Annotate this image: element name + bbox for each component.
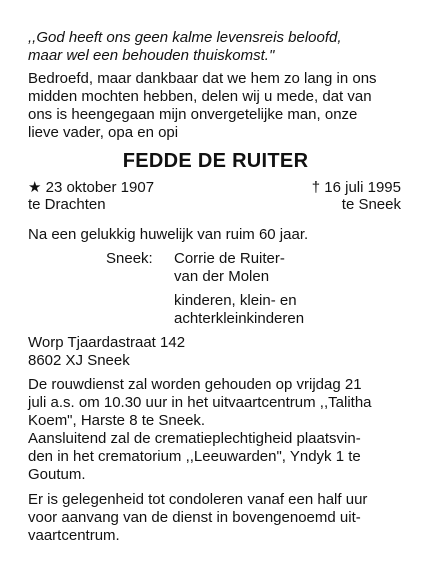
birth-place: te Drachten xyxy=(28,196,106,213)
condolence-line-3: vaartcentrum. xyxy=(28,527,120,544)
marriage-line: Na een gelukkig huwelijk van ruim 60 jaar. xyxy=(28,226,309,243)
intro-line-2: midden mochten hebben, delen wij u mede, dat van xyxy=(28,88,372,105)
service-line-5: den in het crematorium ,,Leeuwarden", Yndyk 1 te xyxy=(28,448,361,465)
service-line-6: Goutum. xyxy=(28,466,86,483)
birth-date: ★ 23 oktober 1907 xyxy=(28,179,155,196)
quote-line-1: ,,God heeft ons geen kalme levensreis beloofd, xyxy=(28,29,342,46)
intro-line-3: ons is heengegaan mijn onvergetelijke man, onze xyxy=(28,106,358,123)
children-line-2: achterkleinkinderen xyxy=(174,310,305,327)
intro-line-4: lieve vader, opa en opi xyxy=(28,124,179,141)
deceased-name: FEDDE DE RUITER xyxy=(122,150,309,172)
intro-line-1: Bedroefd, maar dankbaar dat we hem zo lang in ons xyxy=(28,70,377,87)
service-line-2: juli a.s. om 10.30 uur in het uitvaartcentrum ,,Talitha xyxy=(28,394,372,411)
address-street: Worp Tjaardastraat 142 xyxy=(28,334,186,351)
family-city: Sneek: xyxy=(106,250,153,267)
service-line-1: De rouwdienst zal worden gehouden op vrijdag 21 xyxy=(28,376,362,393)
condolence-line-2: voor aanvang van de dienst in bovengenoemd uit- xyxy=(28,509,361,526)
condolence-line-1: Er is gelegenheid tot condoleren vanaf een half uur xyxy=(28,491,368,508)
quote-line-2: maar wel een behouden thuiskomst." xyxy=(28,47,275,64)
death-place: te Sneek xyxy=(341,196,401,213)
address-postal: 8602 XJ Sneek xyxy=(28,352,130,369)
widow-line-1: Corrie de Ruiter- xyxy=(174,250,285,267)
widow-line-2: van der Molen xyxy=(174,268,270,285)
death-date: † 16 juli 1995 xyxy=(311,179,401,196)
service-line-3: Koem", Harste 8 te Sneek. xyxy=(28,412,206,429)
children-line-1: kinderen, klein- en xyxy=(174,292,297,309)
service-line-4: Aansluitend zal de crematieplechtigheid plaatsvin- xyxy=(28,430,361,447)
